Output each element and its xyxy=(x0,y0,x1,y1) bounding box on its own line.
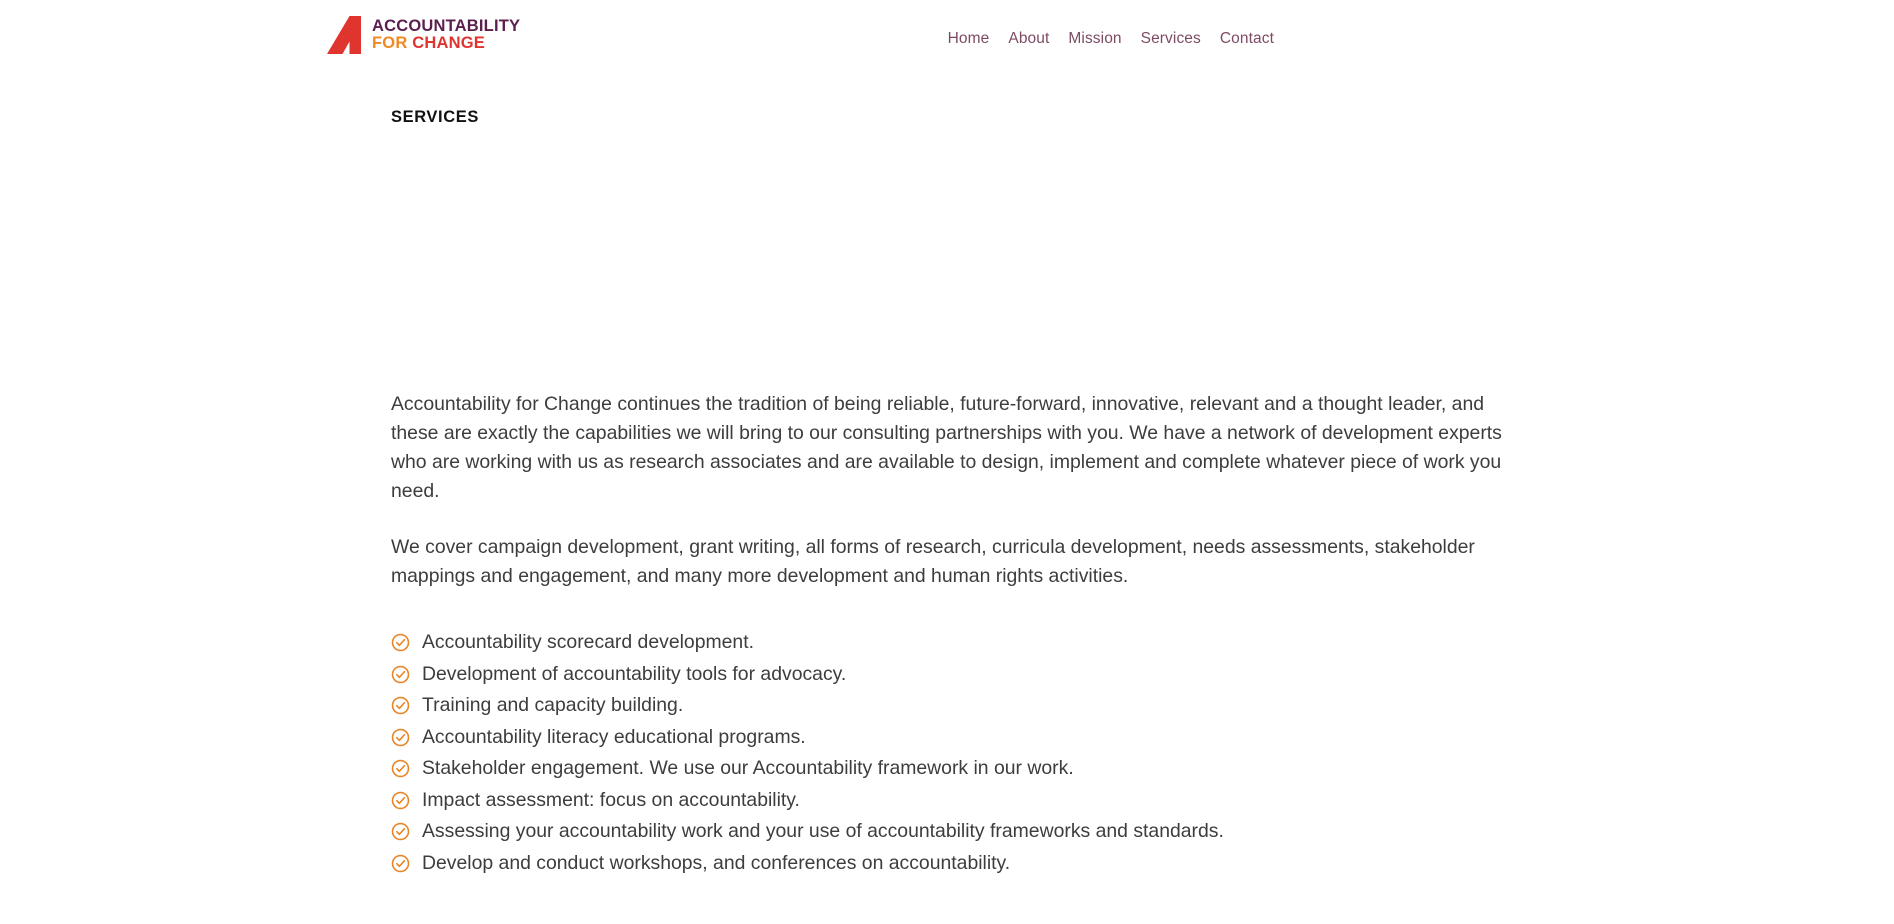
nav-item-home[interactable]: Home xyxy=(947,30,990,47)
service-item-label: Development of accountability tools for advocacy. xyxy=(422,662,847,685)
list-item xyxy=(391,788,1526,813)
service-item-label: Develop and conduct workshops, and conferences on accountability. xyxy=(422,851,1011,874)
check-circle-icon xyxy=(391,633,410,652)
list-item xyxy=(391,662,1526,687)
service-item-label: Assessing your accountability work and your use of accountability frameworks and standards. xyxy=(422,820,1224,842)
triangle-a-mark-icon xyxy=(322,16,368,54)
services-list xyxy=(391,630,1526,876)
check-circle-icon xyxy=(391,665,410,684)
main-navigation xyxy=(948,30,1894,48)
nav-item-about[interactable]: About xyxy=(1008,30,1050,47)
logo-word-change: CHANGE xyxy=(412,34,485,52)
logo-line-for-change xyxy=(372,35,520,52)
nav-item-contact[interactable]: Contact xyxy=(1219,30,1274,47)
check-circle-icon xyxy=(391,822,410,841)
page-title: SERVICES xyxy=(391,108,479,126)
list-item xyxy=(391,819,1526,844)
check-circle-icon xyxy=(391,791,410,810)
service-item-label: Accountability literacy educational programs. xyxy=(422,725,806,748)
intro-paragraph-2: We cover campaign development, grant writing, all forms of research, curricula development, needs assessments, stakeholder mappings and engagement, and many more development and human rights activities. xyxy=(391,536,1475,587)
check-circle-icon xyxy=(391,696,410,715)
nav-item-services[interactable]: Services xyxy=(1140,30,1201,47)
service-item-label: Impact assessment: focus on accountability. xyxy=(422,788,800,811)
logo-wordmark xyxy=(372,18,520,53)
intro-paragraph-1: Accountability for Change continues the tradition of being reliable, future-forward, innovative, relevant and a thought leader, and these are exactly the capabilities we will bring to our consulting partnerships with you. We have a network of development experts who are working with us as research associates and are available to design, implement and complete whatever piece of work you need. xyxy=(391,393,1502,502)
list-item xyxy=(391,693,1526,718)
list-item xyxy=(391,756,1526,781)
list-item xyxy=(391,630,1526,655)
list-item xyxy=(391,851,1526,876)
service-item-label: Accountability scorecard development. xyxy=(422,631,754,653)
site-header xyxy=(0,0,1894,72)
services-content xyxy=(391,390,1526,882)
nav-item-mission[interactable]: Mission xyxy=(1068,30,1122,47)
service-item-label: Stakeholder engagement. We use our Accountability framework in our work. xyxy=(422,757,1074,779)
check-circle-icon xyxy=(391,759,410,778)
logo-word-for: FOR xyxy=(372,34,408,52)
site-logo[interactable] xyxy=(322,16,520,54)
list-item xyxy=(391,725,1526,750)
check-circle-icon xyxy=(391,854,410,873)
logo-mark xyxy=(322,16,368,54)
logo-line-accountability: ACCOUNTABILITY xyxy=(372,16,521,35)
check-circle-icon xyxy=(391,728,410,747)
service-item-label: Training and capacity building. xyxy=(422,694,684,716)
